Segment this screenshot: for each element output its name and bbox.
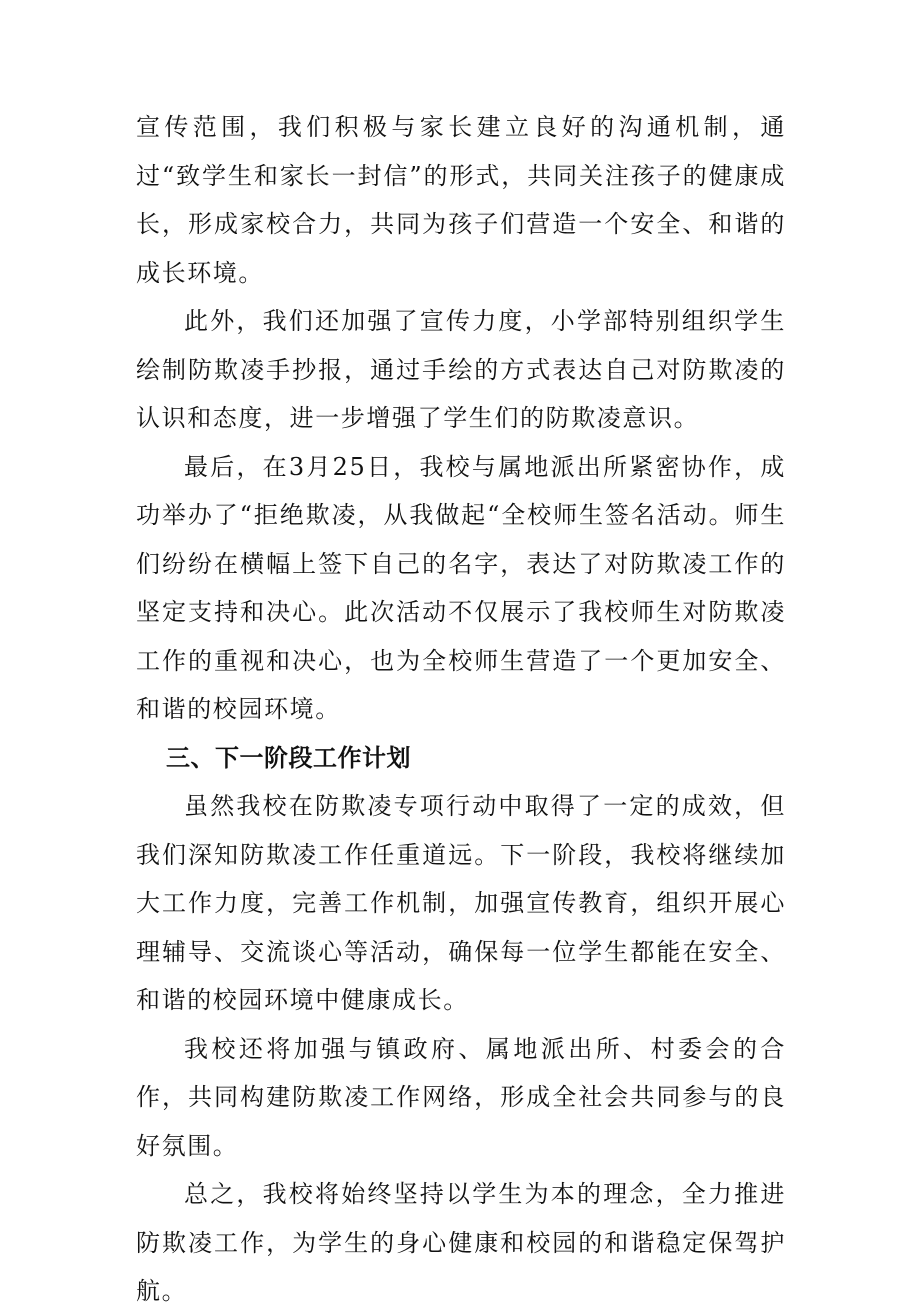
paragraph-continued-outreach: 宣传范围，我们积极与家长建立良好的沟通机制，通过“致学生和家长一封信”的形式，共同关注孩子的健康成长，形成家校合力，共同为孩子们营造一个安全、和谐的成长环境。	[136, 113, 786, 287]
paragraph-signature-campaign: 最后，在3月25日，我校与属地派出所紧密协作，成功举办了“拒绝欺凌，从我做起“全校师生签名活动。师生们纷纷在横幅上签下自己的名字，表达了对防欺凌工作的坚定支持和决心。此次活动不仅展示了我校师生对防欺凌工作的重视和决心，也为全校师生营造了一个更加安全、和谐的校园环境。	[136, 452, 786, 723]
paragraph-next-stage: 虽然我校在防欺凌专项行动中取得了一定的成效，但我们深知防欺凌工作任重道远。下一阶段，我校将继续加大工作力度，完善工作机制，加强宣传教育，组织开展心理辅导、交流谈心等活动，确保每一位学生都能在安全、和谐的校园环境中健康成长。	[136, 792, 786, 1014]
paragraph-conclusion: 总之，我校将始终坚持以学生为本的理念，全力推进防欺凌工作，为学生的身心健康和校园的和谐稳定保驾护航。	[136, 1180, 786, 1305]
paragraph-cooperation: 我校还将加强与镇政府、属地派出所、村委会的合作，共同构建防欺凌工作网络，形成全社会共同参与的良好氛围。	[136, 1034, 786, 1160]
document-body	[136, 103, 786, 1316]
paragraph-publicity-posters: 此外，我们还加强了宣传力度，小学部特别组织学生绘制防欺凌手抄报，通过手绘的方式表达自己对防欺凌的认识和态度，进一步增强了学生们的防欺凌意识。	[136, 307, 786, 432]
section-heading-next-plan: 三、下一阶段工作计划	[166, 743, 411, 772]
